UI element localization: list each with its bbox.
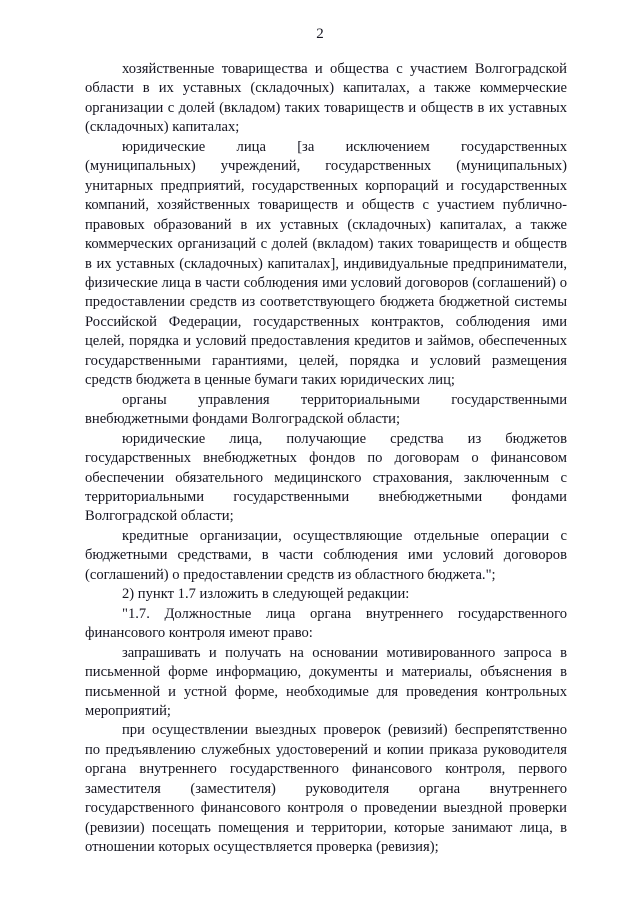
paragraph: 2) пункт 1.7 изложить в следующей редакции: (122, 586, 410, 603)
paragraph: хозяйственные товарищества и общества с участием Волгоградской области в их уставных (складочных) капиталах, а также коммерческие организации с долей (вкладом) таких товариществ и обществ в их уставных (складочных) капиталах; (85, 61, 567, 136)
paragraph: юридические лица, получающие средства из бюджетов государственных внебюджетных фондов по договорам о финансовом обеспечении обязательного медицинского страхования, заключенным с территориальными государственными внебюджетными фондами Волгоградской области; (85, 430, 567, 525)
paragraph: при осуществлении выездных проверок (ревизий) беспрепятственно по предъявлению служебных удостоверений и копии приказа руководителя органа внутреннего государственного финансового контроля, первого заместителя (заместителя) руководителя органа внутреннего государственного финансового контроля о проведении выездной проверки (ревизии) посещать помещения и территории, которые занимают лица, в отношении которых осуществляется проверка (ревизия); (85, 722, 567, 856)
paragraph: органы управления территориальными государственными внебюджетными фондами Волгоградской области; (85, 391, 567, 428)
paragraph: юридические лица [за исключением государственных (муниципальных) учреждений, государственных (муниципальных) унитарных предприятий, государственных корпораций и государственных компаний, хозяйственных товариществ и обществ с участием публично-правовых образований в их уставных (складочных) капиталах, а также коммерческих организаций с долей (вкладом) таких товариществ и обществ в их уставных (складочных) капиталах], индивидуальные предприниматели, физические лица в части соблюдения ими условий договоров (соглашений) о предоставлении средств из соответствующего бюджета бюджетной системы Российской Федерации, государственных контрактов, соблюдения ими целей, порядка и условий предоставления кредитов и займов, обеспеченных государственными гарантиями, целей, порядка и условий размещения средств бюджета в ценные бумаги таких юридических лиц; (85, 138, 567, 389)
paragraph: запрашивать и получать на основании мотивированного запроса в письменной форме информацию, документы и материалы, объяснения в письменной и устной форме, необходимые для проведения контрольных мероприятий; (85, 644, 567, 719)
paragraph: кредитные организации, осуществляющие отдельные операции с бюджетными средствами, в части соблюдения ими условий договоров (соглашений) о предоставлении средств из областного бюджета."; (85, 527, 567, 583)
document-body (85, 60, 567, 858)
page-number: 2 (316, 26, 324, 42)
paragraph: "1.7. Должностные лица органа внутреннего государственного финансового контроля имеют право: (85, 605, 567, 642)
